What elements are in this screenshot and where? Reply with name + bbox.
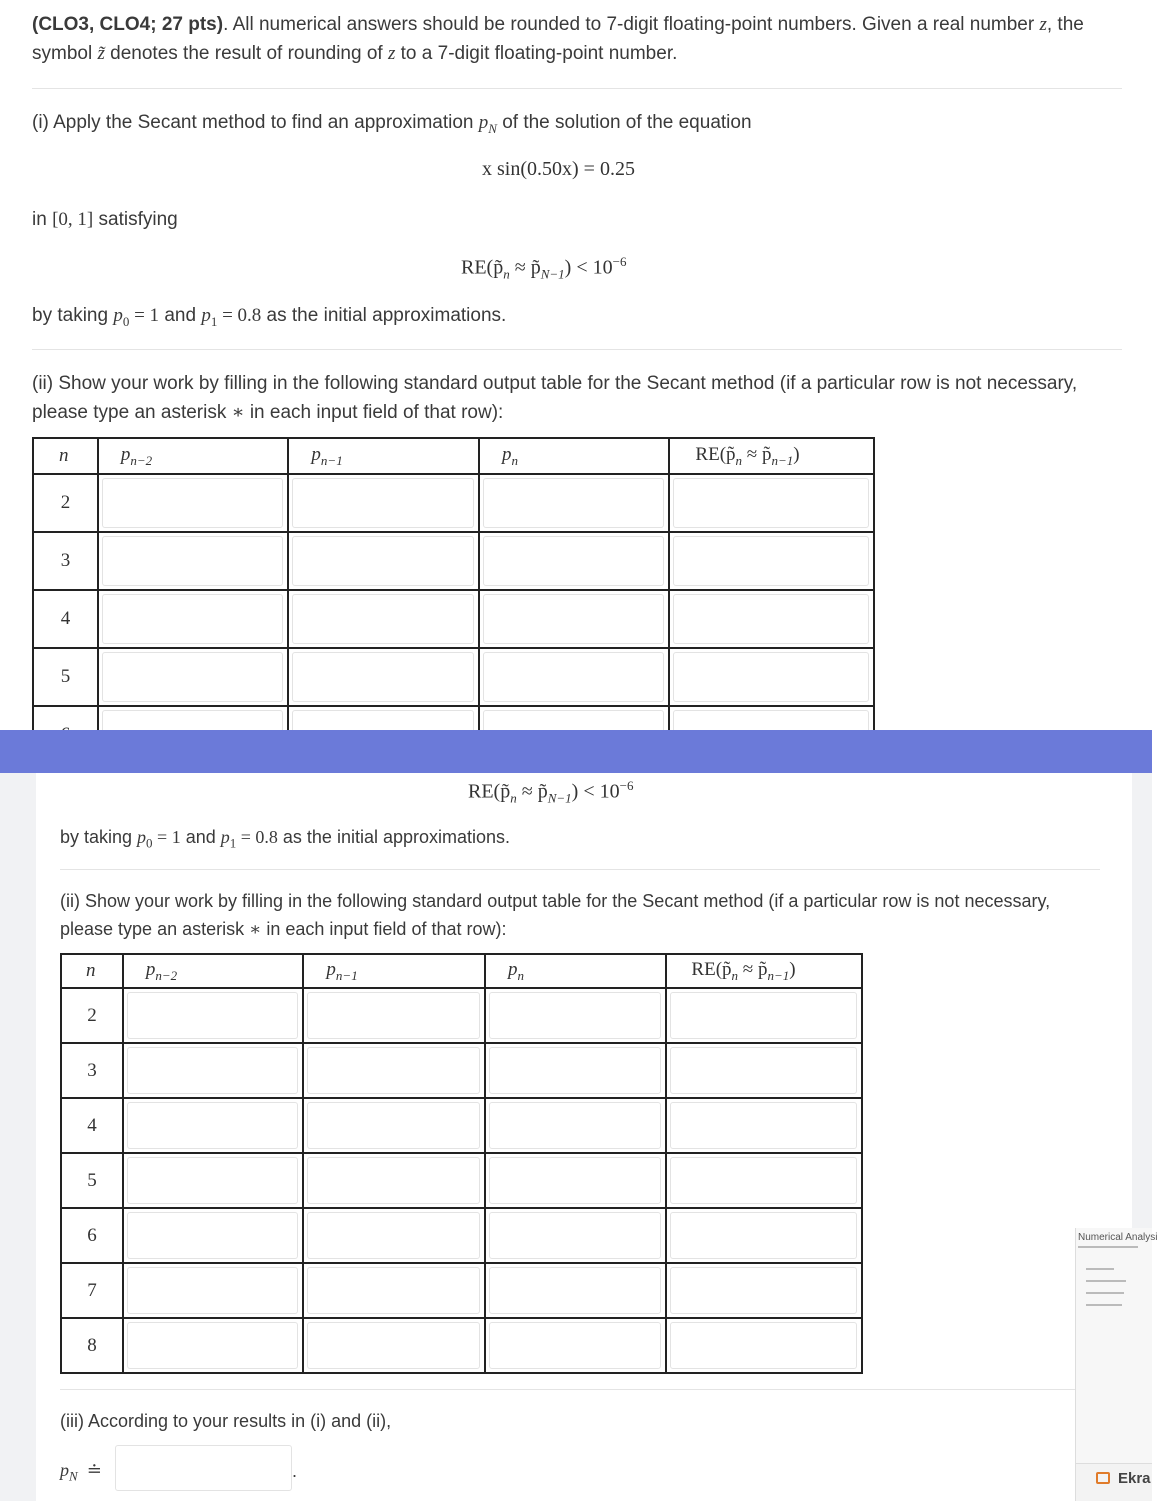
table-cell	[288, 474, 479, 532]
table-cell	[123, 988, 304, 1043]
table-cell	[303, 988, 485, 1043]
relative-error-input[interactable]	[670, 1047, 857, 1094]
answer-label: p	[60, 1460, 69, 1480]
table-cell	[123, 1318, 304, 1373]
table-cell	[666, 988, 862, 1043]
p-n-minus-2-input[interactable]	[127, 1157, 299, 1204]
table-cell	[98, 648, 289, 706]
answer-period: .	[292, 1461, 298, 1481]
relative-error-input[interactable]	[673, 536, 869, 586]
table-cell	[669, 590, 874, 648]
table-row	[61, 1153, 862, 1208]
table-cell	[485, 1098, 666, 1153]
p-n-input[interactable]	[489, 1322, 661, 1369]
row-index: 4	[61, 1098, 123, 1153]
row-index: 2	[61, 988, 123, 1043]
header-p-n: $p_n$	[479, 438, 669, 474]
divider	[60, 869, 1100, 870]
table-row	[61, 1263, 862, 1318]
table-cell	[123, 1208, 304, 1263]
taskbar-label: Ekra	[1118, 1470, 1151, 1487]
table-cell	[485, 1318, 666, 1373]
row-index: 5	[61, 1153, 123, 1208]
table-cell	[479, 474, 669, 532]
initial-approximations-text: by taking $p_0 = 1$ and $p_1 = 0.8$ as the initial approximations.	[60, 827, 511, 851]
p-n-minus-2-input[interactable]	[127, 1047, 299, 1094]
window-thumbnail[interactable]	[1075, 1228, 1157, 1501]
table-cell	[303, 1208, 485, 1263]
table-cell	[303, 1263, 485, 1318]
p-n-input[interactable]	[483, 478, 664, 528]
header-p-n-minus-2: $p_{n-2}$	[98, 438, 289, 474]
p-n-minus-1-input[interactable]	[307, 1157, 480, 1204]
thumbnail-line	[1078, 1246, 1138, 1248]
table-cell	[98, 532, 289, 590]
p-n-input[interactable]	[489, 1102, 661, 1149]
p-n-input[interactable]	[489, 1267, 661, 1314]
p-n-minus-1-input[interactable]	[307, 1047, 480, 1094]
row-index: 7	[61, 1263, 123, 1318]
header-p-n: $p_n$	[485, 954, 666, 988]
relative-error-input[interactable]	[670, 1102, 857, 1149]
final-answer-input[interactable]	[115, 1445, 292, 1491]
screen-capture-icon	[1096, 1472, 1110, 1484]
question-points: (CLO3, CLO4; 27 pts)	[32, 14, 224, 35]
table-row	[61, 1208, 862, 1263]
question-intro: (CLO3, CLO4; 27 pts). All numerical answers should be rounded to 7-digit floating-point numbers. Given a real number z, the symbol z̃ denotes the result of rounding of z to a 7-digit floating-point number.	[32, 14, 1084, 64]
p-n-minus-2-input[interactable]	[127, 1322, 299, 1369]
taskbar-item[interactable]	[1075, 1463, 1152, 1501]
table-cell	[666, 1318, 862, 1373]
question-panel-bottom	[0, 773, 1157, 1501]
table-cell	[666, 1263, 862, 1318]
table-cell	[485, 1208, 666, 1263]
header-p-n-minus-1: $p_{n-1}$	[303, 954, 485, 988]
table-row	[33, 532, 874, 590]
relative-error-input[interactable]	[673, 652, 869, 702]
p-n-minus-1-input[interactable]	[307, 1322, 480, 1369]
stopping-criterion: $RE(p̃_n$ ≈ $p̃_{N-1}) < 10^{-6}$	[461, 254, 627, 282]
relative-error-input[interactable]	[670, 992, 857, 1039]
relative-error-input[interactable]	[670, 1212, 857, 1259]
secant-output-table	[60, 953, 863, 1374]
header-p-n-minus-2: $p_{n-2}$	[123, 954, 304, 988]
p-n-input[interactable]	[489, 1212, 661, 1259]
p-n-minus-2-input[interactable]	[127, 992, 299, 1039]
table-cell	[666, 1098, 862, 1153]
table-row	[61, 988, 862, 1043]
part-ii-text: (ii) Show your work by filling in the following standard output table for the Secant method (if a particular row is not necessary, please type an asterisk ∗ in each input field of that row):	[32, 373, 1078, 423]
table-cell	[303, 1318, 485, 1373]
row-index: 3	[61, 1043, 123, 1098]
p-n-input[interactable]	[483, 652, 664, 702]
p-n-minus-1-input[interactable]	[292, 594, 474, 644]
part-ii-text: (ii) Show your work by filling in the following standard output table for the Secant method (if a particular row is not necessary, please type an asterisk ∗ in each input field of that row):	[60, 891, 1051, 939]
p-n-minus-1-input[interactable]	[292, 536, 474, 586]
row-index: 3	[33, 532, 98, 590]
window-title-bar	[0, 730, 1152, 773]
table-cell	[666, 1153, 862, 1208]
divider	[32, 88, 1122, 89]
thumbnail-line	[1086, 1304, 1122, 1306]
table-cell	[485, 1263, 666, 1318]
thumbnail-line	[1086, 1280, 1126, 1282]
row-index: 5	[33, 648, 98, 706]
p-n-minus-1-input[interactable]	[292, 652, 474, 702]
table-cell	[288, 648, 479, 706]
row-index: 8	[61, 1318, 123, 1373]
p-n-minus-1-input[interactable]	[307, 992, 480, 1039]
table-cell	[303, 1153, 485, 1208]
table-cell	[485, 1153, 666, 1208]
table-cell	[479, 590, 669, 648]
table-row	[33, 474, 874, 532]
p-n-minus-2-input[interactable]	[127, 1212, 299, 1259]
p-n-input[interactable]	[489, 1047, 661, 1094]
final-answer-row: $p_N$ ≐	[60, 1460, 102, 1484]
row-index: 4	[33, 590, 98, 648]
equation: x sin(0.50x) = 0.25	[482, 158, 635, 180]
table-row	[61, 1098, 862, 1153]
table-cell	[303, 1098, 485, 1153]
p-n-input[interactable]	[483, 594, 664, 644]
p-n-minus-2-input[interactable]	[102, 594, 284, 644]
p-n-input[interactable]	[489, 992, 661, 1039]
p-n-input[interactable]	[483, 536, 664, 586]
table-cell	[288, 590, 479, 648]
table-cell	[485, 1043, 666, 1098]
relative-error-input[interactable]	[670, 1267, 857, 1314]
table-cell	[288, 532, 479, 590]
header-relative-error: $RE(p̃_n$ ≈ $p̃_{n-1}$)	[666, 954, 862, 988]
table-cell	[98, 590, 289, 648]
p-n-minus-2-input[interactable]	[127, 1102, 299, 1149]
header-n: n	[61, 954, 123, 988]
p-n-minus-1-input[interactable]	[307, 1212, 480, 1259]
table-cell	[669, 532, 874, 590]
divider	[60, 1389, 1100, 1390]
relative-error-input[interactable]	[673, 478, 869, 528]
p-n-minus-2-input[interactable]	[127, 1267, 299, 1314]
header-p-n-minus-1: $p_{n-1}$	[288, 438, 479, 474]
relative-error-input[interactable]	[670, 1322, 857, 1369]
row-index: 6	[61, 1208, 123, 1263]
table-cell	[669, 648, 874, 706]
table-cell	[123, 1263, 304, 1318]
initial-approximations-text: by taking $p_0 = 1$ and $p_1 = 0.8$ as the initial approximations.	[32, 305, 507, 329]
question-card	[36, 773, 1132, 1501]
question-panel-top	[0, 0, 1152, 730]
p-n-minus-2-input[interactable]	[102, 652, 284, 702]
header-n: n	[33, 438, 98, 474]
p-n-minus-1-input[interactable]	[307, 1267, 480, 1314]
header-relative-error: $RE(p̃_n$ ≈ $p̃_{n-1}$)	[669, 438, 874, 474]
part-iii-text: (iii) According to your results in (i) and (ii),	[60, 1411, 392, 1431]
table-cell	[303, 1043, 485, 1098]
p-n-minus-1-input[interactable]	[292, 478, 474, 528]
table-row	[61, 1318, 862, 1373]
table-cell	[669, 474, 874, 532]
secant-output-table	[32, 437, 875, 765]
interval-text: in [0, 1] satisfying	[32, 209, 178, 230]
table-cell	[666, 1043, 862, 1098]
part-i-text: (i) Apply the Secant method to find an approximation $p_N$ of the solution of the equation	[32, 112, 752, 136]
table-row	[61, 1043, 862, 1098]
table-row	[33, 648, 874, 706]
p-n-minus-2-input[interactable]	[102, 536, 284, 586]
stopping-criterion: $RE(p̃_n$ ≈ $p̃_{N-1}) < 10^{-6}$	[468, 778, 634, 806]
table-cell	[123, 1098, 304, 1153]
table-cell	[123, 1043, 304, 1098]
row-index: 2	[33, 474, 98, 532]
thumbnail-line	[1086, 1292, 1124, 1294]
table-cell	[123, 1153, 304, 1208]
divider	[32, 349, 1122, 350]
p-n-input[interactable]	[489, 1157, 661, 1204]
relative-error-input[interactable]	[670, 1157, 857, 1204]
relative-error-input[interactable]	[673, 594, 869, 644]
table-cell	[479, 532, 669, 590]
table-cell	[485, 988, 666, 1043]
p-n-minus-2-input[interactable]	[102, 478, 284, 528]
table-cell	[479, 648, 669, 706]
thumbnail-title: Numerical Analysi	[1078, 1232, 1157, 1243]
table-cell	[98, 474, 289, 532]
table-row	[33, 590, 874, 648]
thumbnail-line	[1086, 1268, 1114, 1270]
table-cell	[666, 1208, 862, 1263]
p-n-minus-1-input[interactable]	[307, 1102, 480, 1149]
